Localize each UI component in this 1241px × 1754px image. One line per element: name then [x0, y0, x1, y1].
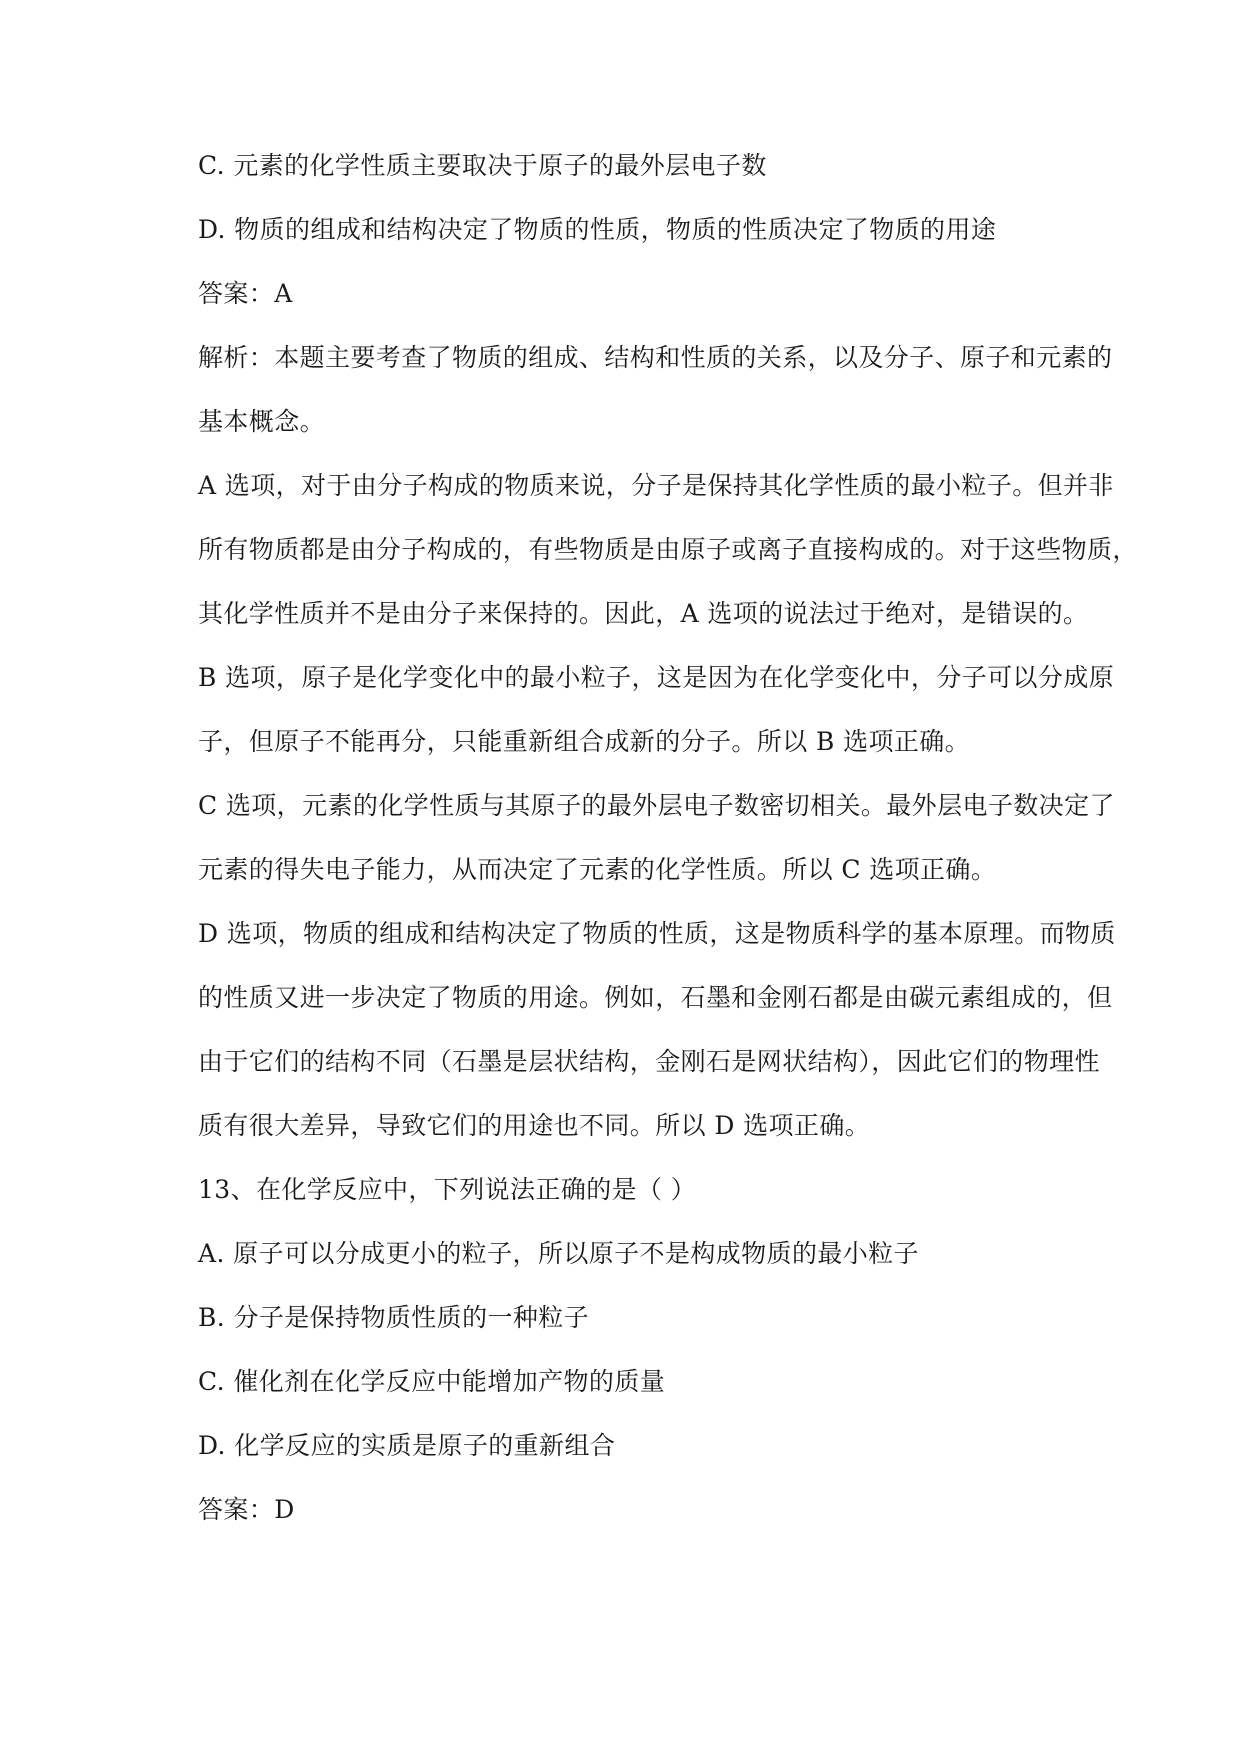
q13-option-c: C. 催化剂在化学反应中能增加产物的质量 — [198, 1367, 666, 1396]
q12-analysis-line: 其化学性质并不是由分子来保持的。因此，A 选项的说法过于绝对，是错误的。 — [198, 599, 1089, 628]
q13-answer: 答案：D — [198, 1495, 295, 1524]
q12-analysis-line: 子，但原子不能再分，只能重新组合成新的分子。所以 B 选项正确。 — [198, 727, 971, 756]
q12-analysis-line: C 选项，元素的化学性质与其原子的最外层电子数密切相关。最外层电子数决定了 — [198, 791, 1115, 820]
q13-option-a: A. 原子可以分成更小的粒子，所以原子不是构成物质的最小粒子 — [198, 1239, 919, 1268]
q12-analysis-line: 的性质又进一步决定了物质的用途。例如，石墨和金刚石都是由碳元素组成的，但 — [198, 983, 1113, 1012]
q12-option-c: C. 元素的化学性质主要取决于原子的最外层电子数 — [198, 151, 767, 180]
q12-analysis-line: 所有物质都是由分子构成的，有些物质是由原子或离子直接构成的。对于这些物质， — [198, 535, 1138, 564]
q12-analysis-line: D 选项，物质的组成和结构决定了物质的性质，这是物质科学的基本原理。而物质 — [198, 919, 1116, 948]
q12-answer: 答案：A — [198, 279, 293, 308]
q12-analysis-line: 元素的得失电子能力，从而决定了元素的化学性质。所以 C 选项正确。 — [198, 855, 997, 884]
q12-analysis-line: B 选项，原子是化学变化中的最小粒子，这是因为在化学变化中，分子可以分成原 — [198, 663, 1115, 692]
q12-analysis-line: A 选项，对于由分子构成的物质来说，分子是保持其化学性质的最小粒子。但并非 — [198, 471, 1114, 500]
q12-analysis-line: 基本概念。 — [198, 407, 326, 436]
q13-question: 13、在化学反应中，下列说法正确的是（ ） — [198, 1175, 697, 1204]
q12-option-d: D. 物质的组成和结构决定了物质的性质，物质的性质决定了物质的用途 — [198, 215, 997, 244]
q13-option-b: B. 分子是保持物质性质的一种粒子 — [198, 1303, 590, 1332]
q12-analysis-line: 由于它们的结构不同（石墨是层状结构，金刚石是网状结构），因此它们的物理性 — [198, 1047, 1100, 1076]
q12-analysis-line: 解析：本题主要考查了物质的组成、结构和性质的关系，以及分子、原子和元素的 — [198, 343, 1113, 372]
q12-analysis-line: 质有很大差异，导致它们的用途也不同。所以 D 选项正确。 — [198, 1111, 871, 1140]
q13-option-d: D. 化学反应的实质是原子的重新组合 — [198, 1431, 616, 1460]
